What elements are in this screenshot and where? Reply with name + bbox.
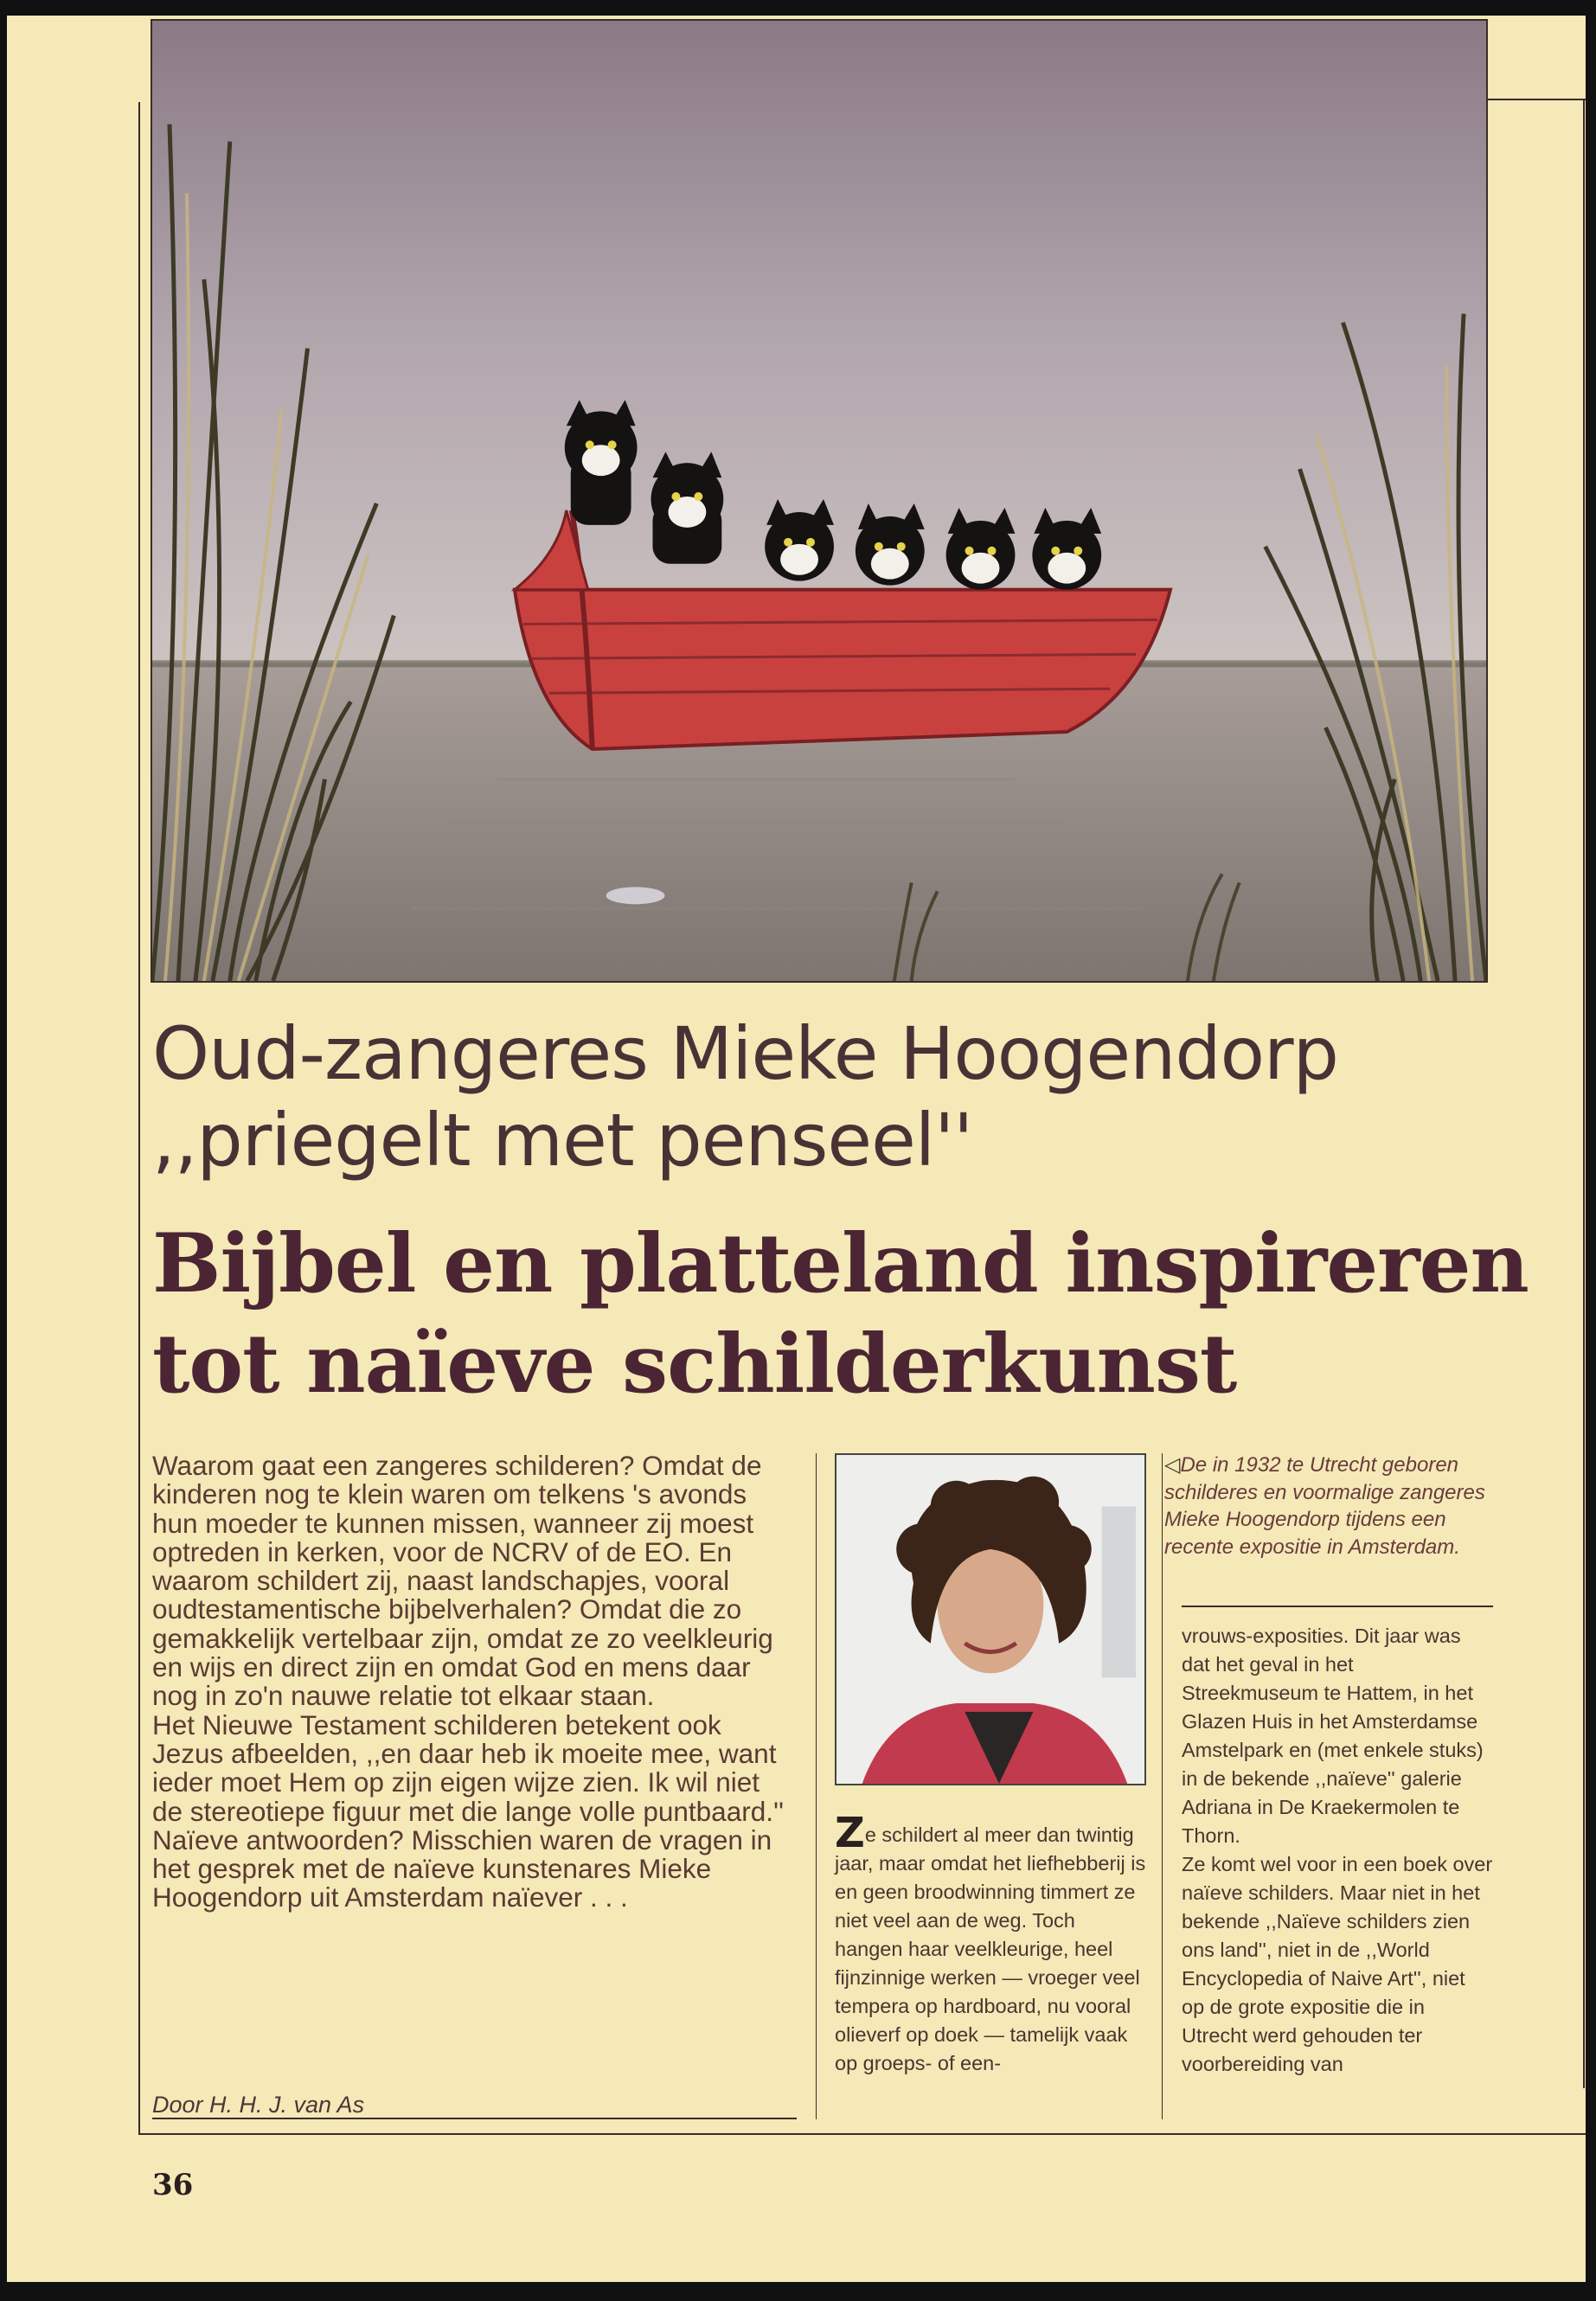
intro-paragraph-2: Het Nieuwe Testament schilderen betekent ook Jezus afbeelden, ,,en daar heb ik moeite mee, want ieder moet Hem op zijn eigen wijze zien. Ik wil niet de stereotiepe figuur met die lange volle puntbaard.'' Naïeve antwoorden? Misschien waren de vragen in het gesprek met de naïeve kunstenares Mieke Hoogendorp uit Amsterdam naïever . . . xyxy=(152,1708,785,1913)
pretitle-line-1: Oud-zangeres Mieke Hoogendorp xyxy=(152,1011,1338,1096)
column-3-text xyxy=(1182,1622,1493,2079)
column-2-body: e schildert al meer dan twintig jaar, maar omdat het liefhebberij is en geen broodwinning timmert ze niet veel aan de weg. Toch hangen haar veelkleurige, heel fijnzinnige werken — vroeger veel tempera op hardboard, nu vooral olieverf op doek — tamelijk vaak op groeps- of een- xyxy=(835,1823,1146,2074)
pretitle-line-2: ,,priegelt met penseel'' xyxy=(152,1098,973,1183)
article-intro xyxy=(152,1452,797,1913)
headline-line-1: Bijbel en platteland inspireren xyxy=(152,1216,1529,1311)
caption-arrow-icon: ◁ xyxy=(1164,1453,1181,1477)
right-frame-rule xyxy=(1583,99,1585,2088)
drop-cap: Z xyxy=(835,1809,865,1857)
column-2-text xyxy=(835,1809,1146,2078)
column-3-paragraph-1: vrouws-exposities. Dit jaar was dat het geval in het Streekmuseum te Hattem, in het Glazen Huis in het Amsterdamse Amstelpark en (met enkele stuks) in de bekende ,,naïeve'' galerie Adriana in De Kraekermolen te Thorn. xyxy=(1182,1625,1484,1847)
byline: Door H. H. J. van As xyxy=(152,2092,365,2118)
intro-paragraph-1: Waarom gaat een zangeres schilderen? Omdat de kinderen nog te klein waren om telkens 's avonds hun moeder te kunnen missen, wanneer zij moest optreden in kerken, voor de NCRV of de EO. En waarom schildert zij, naast landschapjes, vooral oudtestamentische bijbelverhalen? Omdat die zo gemakkelijk vertelbaar zijn, omdat ze zo veelkleurig en wijs en direct zijn en omdat God en mens daar nog in zo'n nauwe relatie tot elkaar staan. xyxy=(152,1450,773,1712)
photo-caption xyxy=(1164,1452,1493,1561)
bottom-rule xyxy=(138,2133,1586,2135)
column-divider-2 xyxy=(1162,1453,1163,2119)
article-headline xyxy=(152,1214,1536,1414)
caption-rule xyxy=(1182,1606,1493,1607)
column-divider-1 xyxy=(816,1453,817,2119)
article-pretitle xyxy=(152,1010,1450,1183)
headline-line-2: tot naïeve schilderkunst xyxy=(152,1317,1237,1412)
top-right-rule xyxy=(1488,99,1586,100)
left-frame-rule xyxy=(138,102,140,2135)
column-3-paragraph-2: Ze komt wel voor in een boek over naïeve schilders. Maar niet in het bekende ,,Naïeve schilders zien ons land'', niet in de ,,World Encyclopedia of Naive Art'', niet op de grote expositie die in Utrecht werd gehouden ter voorbereiding van xyxy=(1182,1853,1493,2075)
caption-text: De in 1932 te Utrecht geboren schilderes en voormalige zangeres Mieke Hoogendorp tijdens een recente expositie in Amsterdam. xyxy=(1164,1453,1485,1559)
cats-in-boat-painting xyxy=(151,19,1488,983)
page-number: 36 xyxy=(152,2168,194,2202)
portrait-photo xyxy=(835,1453,1146,1785)
magazine-page xyxy=(7,16,1586,2282)
